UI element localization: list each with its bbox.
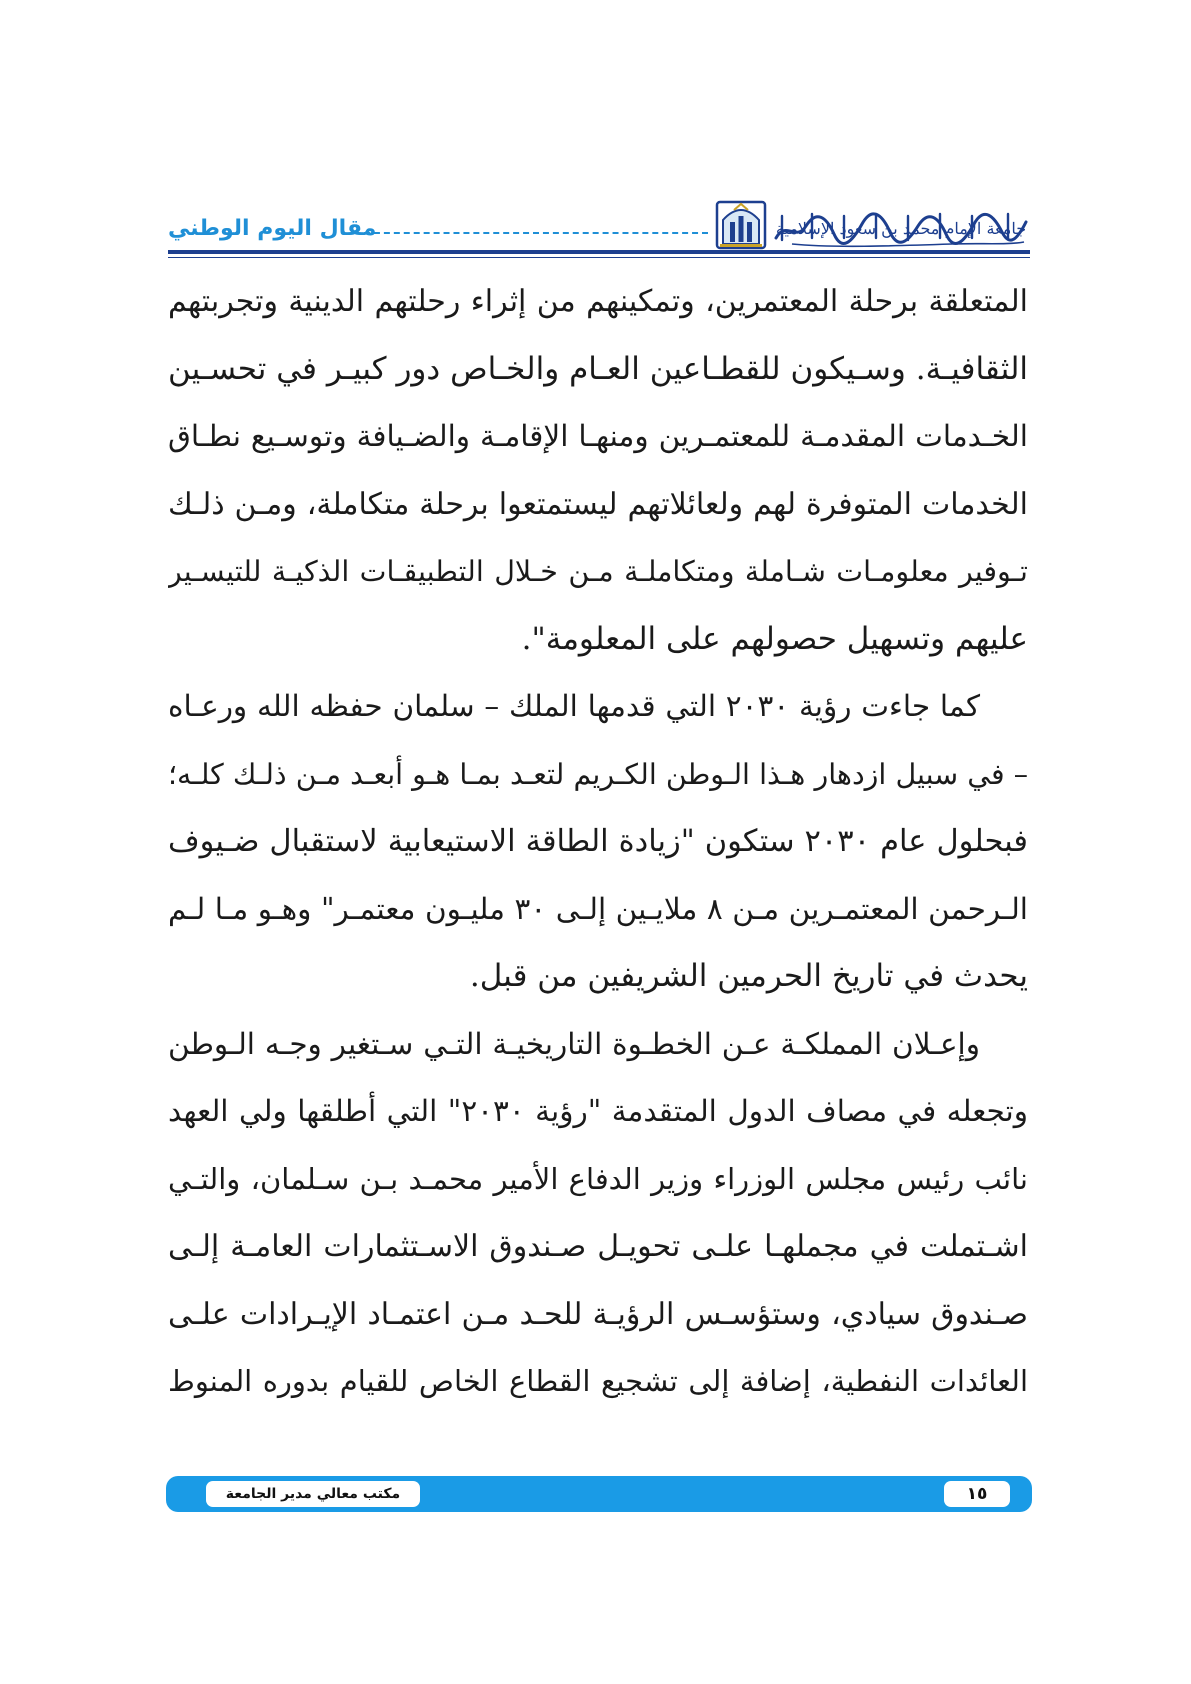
header-rule	[168, 250, 1030, 254]
text-line: اشـتملت في مجملهـا علـى تحويـل صـندوق الاسـتثمارات العامـة إلـى	[168, 1229, 1028, 1264]
header-rule-thin	[168, 257, 1030, 258]
paragraph-start-line: كما جاءت رؤية ٢٠٣٠ التي قدمها الملك – سلمان حفظه الله ورعـاه	[168, 689, 980, 723]
page-footer	[166, 1476, 1032, 1512]
text-line: الخـدمات المقدمـة للمعتمـرين ومنهـا الإقامـة والضـيافة وتوسـيع نطـاق	[168, 419, 1028, 453]
text-line: العائدات النفطية، إضافة إلى تشجيع القطاع الخاص للقيام بدوره المنوط	[168, 1364, 1028, 1398]
text-line: يحدث في تاريخ الحرمين الشريفين من قبل.	[469, 958, 1028, 994]
text-line: وتجعله في مصاف الدول المتقدمة "رؤية ٢٠٣٠" التي أطلقها ولي العهد	[168, 1094, 1028, 1128]
paragraph-start-line: وإعـلان المملكـة عـن الخطـوة التاريخيـة التـي سـتغير وجـه الـوطن	[168, 1026, 980, 1061]
text-line: المتعلقة برحلة المعتمرين، وتمكينهم من إثراء رحلتهم الدينية وتجربتهم	[168, 284, 1028, 319]
text-line: تـوفير معلومـات شـاملة ومتكاملـة مـن خـلال التطبيقـات الذكيـة للتيسـير	[168, 555, 1028, 588]
university-logotype	[772, 208, 1030, 248]
text-line: – في سبيل ازدهار هـذا الـوطن الكـريم لتعـد بمـا هـو أبعـد مـن ذلـك كلـه؛	[168, 757, 1028, 791]
text-line: عليهم وتسهيل حصولهم على المعلومة".	[521, 620, 1028, 657]
office-label: مكتب معالي مدير الجامعة	[206, 1481, 420, 1507]
text-line: نائب رئيس مجلس الوزراء وزير الدفاع الأمير محمـد بـن سـلمان، والتـي	[168, 1161, 1028, 1196]
page-number: ١٥	[944, 1481, 1010, 1507]
article-body	[168, 268, 1028, 1416]
page-header	[168, 196, 1030, 256]
text-line: الخدمات المتوفرة لهم ولعائلاتهم ليستمتعوا برحلة متكاملة، ومـن ذلـك	[168, 486, 1028, 522]
university-emblem-icon	[714, 196, 768, 250]
text-line: الثقافيـة. وسـيكون للقطـاعين العـام والخـاص دور كبيـر في تحسـين	[168, 350, 1028, 387]
text-line: الـرحمن المعتمـرين مـن ٨ ملايـين إلـى ٣٠ مليـون معتمـر" وهـو مـا لـم	[168, 891, 1028, 926]
text-line: صـندوق سيادي، وستؤسـس الرؤيـة للحـد مـن اعتمـاد الإيـرادات علـى	[168, 1296, 1028, 1332]
text-line: فبحلول عام ٢٠٣٠ ستكون "زيادة الطاقة الاستيعابية لاستقبال ضـيوف	[168, 824, 1028, 859]
section-title: مقال اليوم الوطني	[168, 216, 377, 241]
svg-text:جامعة الإمام محمد بن سعود الإس: جامعة الإمام محمد بن سعود الإسلامية	[775, 219, 1027, 238]
header-dashed-divider	[364, 232, 708, 234]
